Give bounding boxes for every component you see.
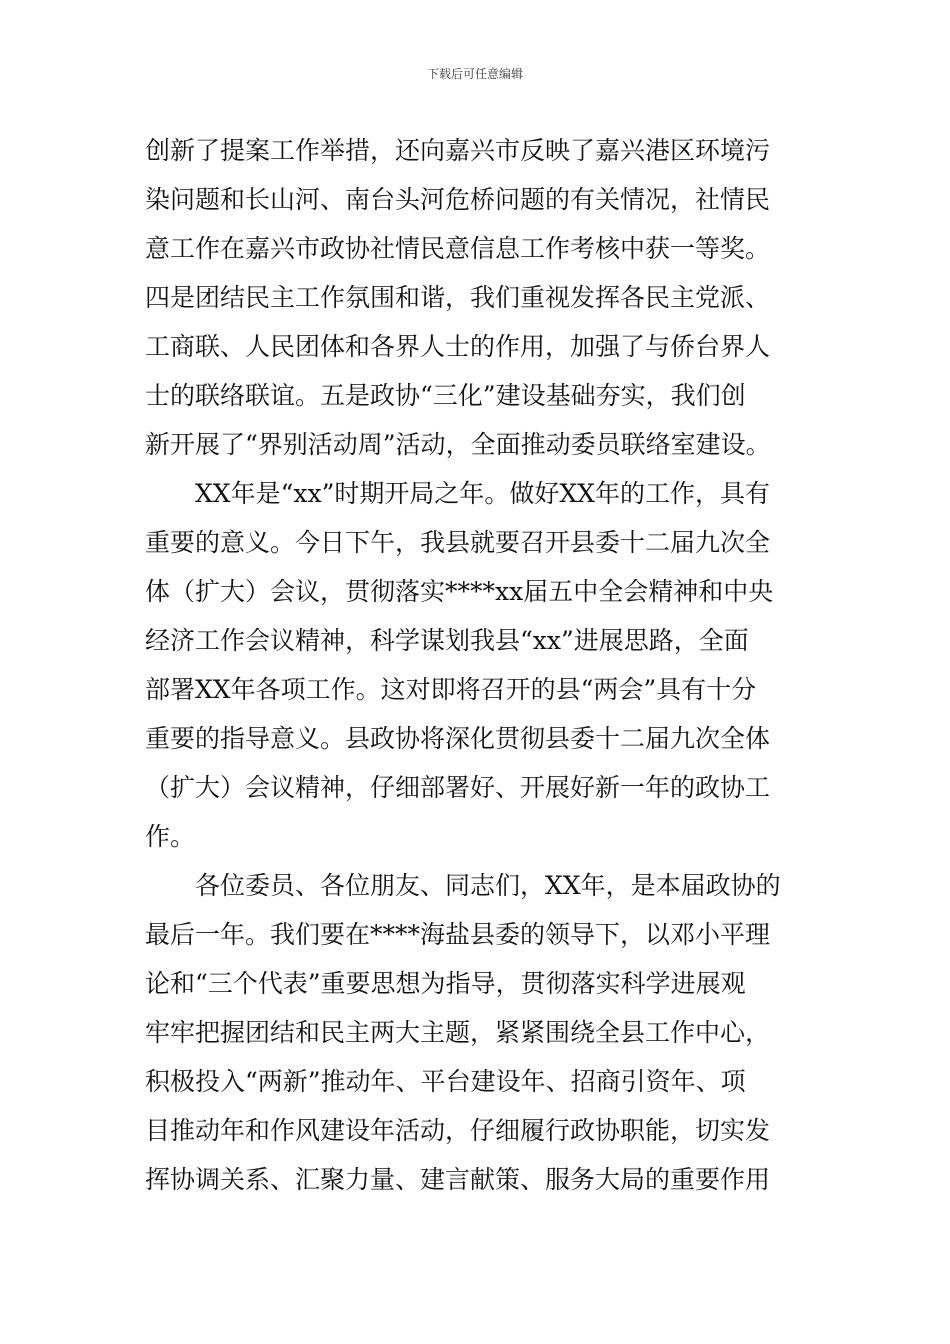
text-line: 新开展了“界别活动周”活动，全面推动委员联络室建设。: [145, 430, 771, 459]
text-line: 工商联、人民团体和各界人士的作用，加强了与侨台界人: [145, 332, 771, 361]
text-line-first: XX年是“xx”时期开局之年。做好XX年的工作，具有: [195, 479, 770, 508]
text-line: 创新了提案工作举措，还向嘉兴市反映了嘉兴港区环境污: [145, 136, 771, 165]
text-line: 最后一年。我们要在****海盐县委的领导下，以邓小平理: [145, 920, 771, 949]
page-header: 下载后可任意编辑: [426, 67, 523, 81]
text-line: 经济工作会议精神，科学谋划我县“xx”进展思路，全面: [145, 626, 749, 655]
text-line: 重要的意义。今日下午，我县就要召开县委十二届九次全: [145, 528, 771, 557]
paragraph-1: [145, 126, 805, 469]
text-line: 挥协调关系、汇聚力量、建言献策、服务大局的重要作用: [145, 1165, 771, 1194]
text-line: 目推动年和作风建设年活动，仔细履行政协职能，切实发: [145, 1116, 771, 1145]
text-line: 论和“三个代表”重要思想为指导，贯彻落实科学进展观: [145, 969, 746, 998]
text-line-first: 各位委员、各位朋友、同志们，XX年，是本届政协的: [195, 871, 781, 900]
text-line: 意工作在嘉兴市政协社情民意信息工作考核中获一等奖。: [145, 234, 771, 263]
document-body: [145, 126, 805, 1204]
text-line: 积极投入“两新”推动年、平台建设年、招商引资年、项: [145, 1067, 746, 1096]
text-line: 四是团结民主工作氛围和谐，我们重视发挥各民主党派、: [145, 283, 771, 312]
text-line: 部署XX年各项工作。这对即将召开的县“两会”具有十分: [145, 675, 757, 704]
text-line: 染问题和长山河、南台头河危桥问题的有关情况，社情民: [145, 185, 771, 214]
paragraph-3: [145, 861, 805, 1204]
paragraph-2: [145, 469, 805, 861]
text-line: 作。: [145, 822, 196, 851]
text-line: 牢牢把握团结和民主两大主题，紧紧围绕全县工作中心，: [145, 1018, 771, 1047]
text-line: 士的联络联谊。五是政协“三化”建设基础夯实，我们创: [145, 381, 746, 410]
text-line: 体（扩大）会议，贯彻落实****xx届五中全会精神和中央: [145, 577, 774, 606]
text-line: （扩大）会议精神，仔细部署好、开展好新一年的政协工: [145, 773, 771, 802]
text-line: 重要的指导意义。县政协将深化贯彻县委十二届九次全体: [145, 724, 771, 753]
